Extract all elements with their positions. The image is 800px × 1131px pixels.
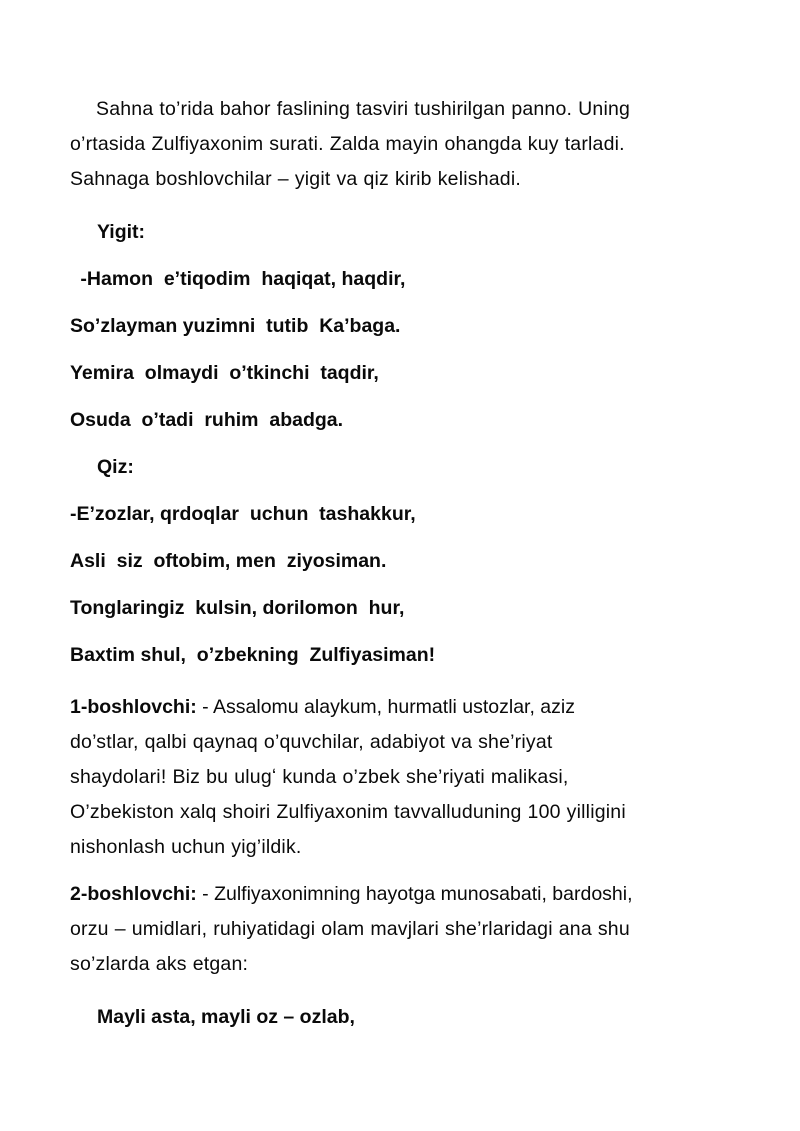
spacer-before-presenter-2	[70, 865, 718, 877]
presenter-2-line-2: orzu – umidlari, ruhiyatidagi olam mavjlari she’rlaridagi ana shu	[70, 918, 630, 940]
presenter-2-block	[70, 877, 718, 982]
document-body	[70, 92, 718, 1041]
presenter-2-label: 2-boshlovchi:	[70, 883, 197, 905]
presenter-1-label: 1-boshlovchi:	[70, 696, 197, 718]
qiz-verse-line-1: -E’zozlar, qrdoqlar uchun tashakkur,	[70, 503, 416, 525]
presenter-1-text-1: - Assalomu alaykum, hurmatli ustozlar, aziz	[196, 696, 575, 718]
spacer-after-intro	[70, 197, 718, 209]
presenter-1-line-2: do’stlar, qalbi qaynaq o’quvchilar, adabiyot va she’riyat	[70, 731, 553, 753]
intro-line-1-text: Sahna to’rida bahor faslining tasviri tushirilgan panno. Uning	[96, 98, 631, 120]
yigit-speaker-label: Yigit:	[97, 221, 146, 243]
qiz-verse-line-3: Tonglaringiz kulsin, dorilomon hur,	[70, 597, 405, 619]
yigit-block	[70, 209, 718, 444]
closing-verse-line-1: Mayli asta, mayli oz – ozlab,	[97, 1006, 355, 1028]
yigit-verse-line-2: So’zlayman yuzimni tutib Ka’baga.	[70, 315, 401, 337]
closing-verse-block	[70, 994, 718, 1041]
intro-line-2: o’rtasida Zulfiyaxonim surati. Zalda mayin ohangda kuy tarladi.	[70, 133, 625, 155]
spacer-before-presenter-1	[70, 679, 718, 690]
presenter-1-line-1	[70, 690, 718, 725]
presenter-2-line-3: so’zlarda aks etgan:	[70, 953, 249, 975]
spacer-before-closing-verse	[70, 982, 718, 994]
presenter-1-block	[70, 690, 718, 865]
presenter-2-line-1	[70, 877, 718, 912]
presenter-2-text-1: - Zulfiyaxonimning hayotga munosabati, bardoshi,	[196, 883, 633, 905]
qiz-block	[70, 444, 718, 679]
qiz-verse-line-2: Asli siz oftobim, men ziyosiman.	[70, 550, 387, 572]
presenter-1-line-3: shaydolari! Biz bu ulugʻ kunda o’zbek she’riyati malikasi,	[70, 766, 569, 788]
yigit-verse-line-4: Osuda o’tadi ruhim abadga.	[70, 409, 344, 431]
presenter-1-line-5: nishonlash uchun yig’ildik.	[70, 836, 302, 858]
intro-paragraph	[70, 92, 718, 197]
intro-line-1	[70, 92, 718, 127]
yigit-verse-line-3: Yemira olmaydi o’tkinchi taqdir,	[70, 362, 379, 384]
qiz-verse-line-4: Baxtim shul, o’zbekning Zulfiyasiman!	[70, 644, 436, 666]
intro-line-3: Sahnaga boshlovchilar – yigit va qiz kirib kelishadi.	[70, 168, 521, 190]
yigit-verse-line-1: -Hamon e’tiqodim haqiqat, haqdir,	[75, 268, 406, 290]
qiz-speaker-label: Qiz:	[97, 456, 134, 478]
presenter-1-line-4: O’zbekiston xalq shoiri Zulfiyaxonim tavvalluduning 100 yilligini	[70, 801, 626, 823]
